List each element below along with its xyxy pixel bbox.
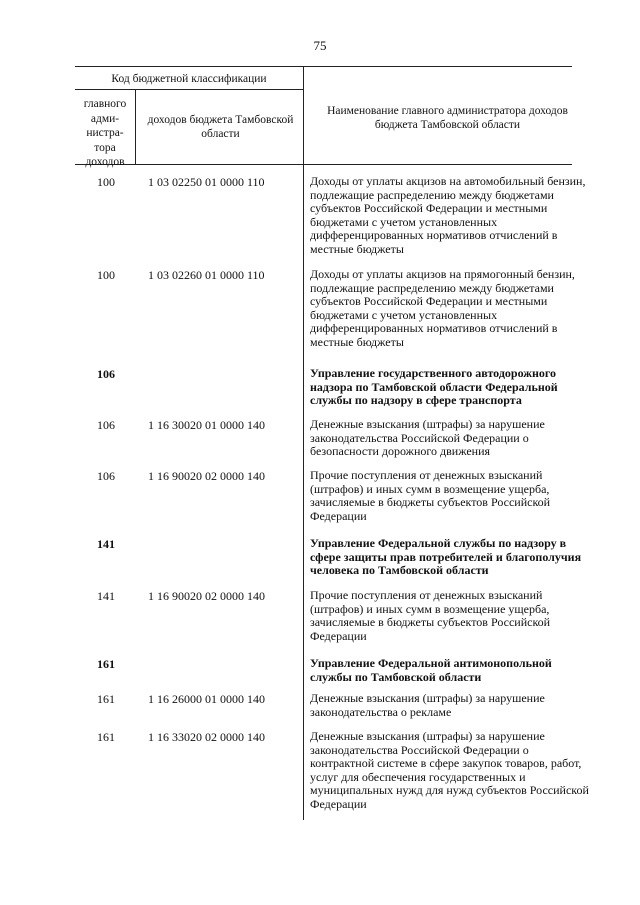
page-number: 75 — [313, 38, 327, 53]
revenue-name: Прочие поступления от денежных взысканий (штрафов) и иных сумм в возмещение ущерба, зачисляемые в бюджеты субъектов Российской Федерации — [310, 468, 551, 523]
header-bottom-rule — [75, 164, 572, 165]
admin-code: 161 — [97, 692, 115, 706]
admin-code: 106 — [97, 367, 115, 381]
admin-code: 106 — [97, 469, 115, 483]
table-top-rule — [75, 66, 572, 67]
revenue-code: 1 16 30020 01 0000 140 — [148, 418, 265, 432]
revenue-code: 1 16 26000 01 0000 140 — [148, 692, 265, 706]
revenue-code: 1 03 02260 01 0000 110 — [148, 268, 265, 282]
col3-divider — [303, 66, 304, 820]
admin-code: 141 — [97, 589, 115, 603]
administrator-name: Управление государственного автодорожного надзора по Тамбовской области Федеральной службы по надзору в сфере транспорта — [310, 366, 558, 408]
revenue-code: 1 16 90020 02 0000 140 — [148, 589, 265, 603]
revenue-name: Доходы от уплаты акцизов на автомобильный бензин, подлежащие распределению между бюджетами субъектов Российской Федерации и местными бюджетами с учетом установленных дифференцированных нормативов отчислений в местные бюджеты — [310, 174, 586, 256]
revenue-name: Денежные взыскания (штрафы) за нарушение законодательства Российской Федерации о контрактной системе в сфере закупок товаров, работ, услуг для обеспечения государственных и муниципальных нужд для нужд субъектов Российской Федерации — [310, 729, 589, 811]
administrator-name: Управление Федеральной антимонопольной службы по Тамбовской области — [310, 656, 552, 684]
header-code-column: доходов бюджета Тамбовской области — [147, 114, 294, 140]
header-admin-column: главного адми-нистра-тора доходов — [83, 98, 127, 168]
admin-code: 100 — [97, 175, 115, 189]
revenue-name: Доходы от уплаты акцизов на прямогонный бензин, подлежащие распределению между бюджетами субъектов Российской Федерации и местными бюджетами с учетом установленных дифференцированных нормативов отчислений в местные бюджеты — [310, 267, 575, 349]
revenue-name: Денежные взыскания (штрафы) за нарушение законодательства о рекламе — [310, 691, 545, 719]
revenue-name: Прочие поступления от денежных взысканий (штрафов) и иных сумм в возмещение ущерба, зачисляемые в бюджеты субъектов Российской Федерации — [310, 588, 551, 643]
admin-code: 161 — [97, 657, 115, 671]
revenue-code: 1 03 02250 01 0000 110 — [148, 175, 265, 189]
header-group-rule — [75, 89, 303, 90]
admin-code: 161 — [97, 730, 115, 744]
revenue-code: 1 16 90020 02 0000 140 — [148, 469, 265, 483]
col1-divider — [135, 89, 136, 165]
admin-code: 100 — [97, 268, 115, 282]
revenue-code: 1 16 33020 02 0000 140 — [148, 730, 265, 744]
administrator-name: Управление Федеральной службы по надзору в сфере защиты прав потребителей и благополучия человека по Тамбовской области — [310, 536, 582, 578]
header-group-label: Код бюджетной классификации — [111, 73, 267, 85]
revenue-name: Денежные взыскания (штрафы) за нарушение законодательства Российской Федерации о безопасности дорожного движения — [310, 417, 545, 459]
admin-code: 106 — [97, 418, 115, 432]
header-name-column: Наименование главного администратора доходов бюджета Тамбовской области — [327, 105, 568, 131]
admin-code: 141 — [97, 537, 115, 551]
